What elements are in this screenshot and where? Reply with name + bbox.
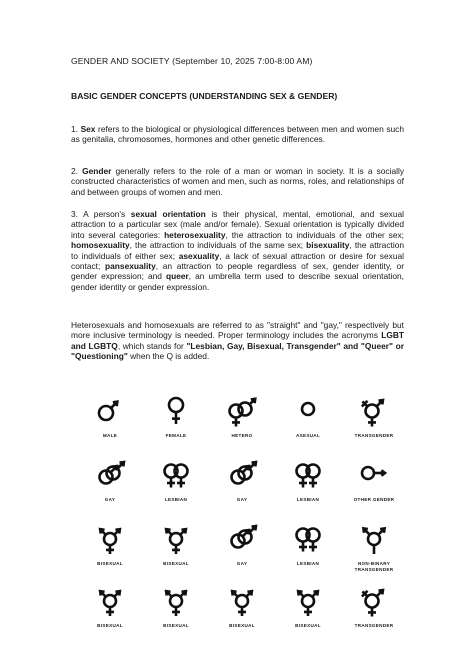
symbol-card	[208, 391, 276, 439]
text-run: , the attraction to individuals of either sex;	[71, 240, 405, 261]
symbol-label: GAY	[236, 497, 248, 502]
symbol-label: BISEXUAL	[163, 561, 189, 566]
symbol-card	[76, 581, 144, 629]
bisexual-symbol-icon	[142, 519, 210, 559]
symbol-label: TRANSGENDER	[354, 623, 394, 628]
symbol-card	[340, 391, 408, 439]
symbol-label: BISEXUAL	[97, 561, 123, 566]
text-run: is their physical, mental, emotional, and sexual attraction to a particular sex (male and/or female). Sexual orientation is typically divided into several categories:	[71, 209, 405, 240]
symbol-label: TRANSGENDER	[354, 433, 394, 438]
text-run: 3. A person's	[71, 209, 131, 219]
symbol-label: BISEXUAL	[229, 623, 255, 628]
transgender-symbol-icon	[340, 391, 408, 431]
symbol-card	[76, 519, 144, 567]
symbol-label: ASEXUAL	[295, 433, 321, 438]
term-asexuality: asexuality	[178, 250, 220, 261]
gender-symbol-grid	[76, 391, 410, 643]
symbol-card	[208, 455, 276, 503]
term-heterosexuality: heterosexuality	[164, 229, 226, 240]
symbol-card	[274, 455, 342, 503]
non-binary-transgender-symbol-icon	[340, 519, 408, 559]
text-run: , an umbrella term used to describe sexual orientation, gender identity or gender expression.	[71, 271, 404, 292]
bisexual-symbol-icon	[76, 519, 144, 559]
symbol-label: BISEXUAL	[295, 623, 321, 628]
symbol-label: GAY	[104, 497, 116, 502]
symbol-card	[208, 519, 276, 567]
text-run: , which stands for	[117, 340, 187, 351]
term-bisexuality: bisexuality	[306, 240, 350, 251]
term-homosexuality: homosexuality	[71, 240, 130, 251]
gay-symbol-icon	[208, 455, 276, 495]
symbol-label: LESBIAN	[296, 497, 320, 502]
text-run: 1.	[71, 124, 81, 134]
term-lgbtq-expansion: "Lesbian, Gay, Bisexual, Transgender" and "Queer" or "Questioning"	[71, 340, 404, 362]
bisexual-symbol-icon	[76, 581, 144, 621]
symbol-card	[274, 519, 342, 567]
symbol-card	[340, 455, 408, 503]
symbol-card	[142, 391, 210, 439]
gay-symbol-icon	[208, 519, 276, 559]
paragraph-sex	[71, 124, 404, 145]
symbol-card	[340, 581, 408, 629]
text-run: generally refers to the role of a man or woman in society. It is a socially constructed characteristics of women and men, such as norms, roles, and relationships of and between groups of women and men.	[71, 166, 405, 197]
female-symbol-icon	[142, 391, 210, 431]
symbol-label: OTHER GENDER	[353, 497, 395, 502]
hetero-symbol-icon	[208, 391, 276, 431]
symbol-card	[76, 455, 144, 503]
lesbian-symbol-icon	[274, 519, 342, 559]
term-pansexuality: pansexuality	[105, 261, 156, 272]
bisexual-symbol-icon	[274, 581, 342, 621]
term-queer: queer	[165, 271, 189, 282]
term-lgbt: LGBT and LGBTQ	[71, 330, 404, 351]
text-run: 2.	[71, 166, 83, 176]
text-run: refers to the biological or physiological differences between men and women such as genitalia, chromosomes, hormones and other genetic differences.	[71, 124, 405, 145]
symbol-card	[274, 581, 342, 629]
bisexual-symbol-icon	[208, 581, 276, 621]
male-symbol-icon	[76, 391, 144, 431]
symbol-label: GAY	[236, 561, 248, 566]
symbol-card	[76, 391, 144, 439]
symbol-label: FEMALE	[165, 433, 187, 438]
text-run: when the Q is added.	[127, 351, 210, 362]
symbol-card	[142, 519, 210, 567]
text-run: , the attraction to individuals of the same sex;	[129, 240, 307, 251]
symbol-label: NON-BINARY TRANSGENDER	[354, 561, 394, 572]
lesbian-symbol-icon	[274, 455, 342, 495]
symbol-label: LESBIAN	[296, 561, 320, 566]
other-gender-symbol-icon	[340, 455, 408, 495]
symbol-card	[274, 391, 342, 439]
term-gender: Gender	[82, 166, 112, 176]
symbol-card	[208, 581, 276, 629]
lesbian-symbol-icon	[142, 455, 210, 495]
symbol-card	[142, 581, 210, 629]
paragraph-sexual-orientation	[71, 209, 404, 292]
text-run: , the attraction to individuals of the other sex;	[225, 229, 404, 240]
document-header: GENDER AND SOCIETY (September 10, 2025 7:00-8:00 AM)	[71, 56, 313, 66]
text-run: Heterosexuals and homosexuals are referred to as "straight" and "gay," respectively but more inclusive terminology is needed. Proper terminology includes the acronyms	[71, 320, 404, 341]
symbol-card	[142, 455, 210, 503]
symbol-label: LESBIAN	[164, 497, 188, 502]
symbol-label: BISEXUAL	[163, 623, 189, 628]
term-sexual-orientation: sexual orientation	[130, 209, 206, 219]
symbol-label: HETERO	[231, 433, 253, 438]
transgender-symbol-icon	[340, 581, 408, 621]
asexual-symbol-icon	[274, 391, 342, 431]
bisexual-symbol-icon	[142, 581, 210, 621]
symbol-card	[340, 519, 408, 572]
gay-symbol-icon	[76, 455, 144, 495]
paragraph-terminology	[71, 320, 404, 362]
text-run: , an attraction to people regardless of sex, gender identity, or gender expression; and	[71, 261, 404, 282]
document-title: BASIC GENDER CONCEPTS (UNDERSTANDING SEX & GENDER)	[71, 91, 338, 101]
symbol-label: MALE	[102, 433, 118, 438]
text-run: , a lack of sexual attraction or desire for sexual contact;	[71, 250, 404, 272]
term-sex: Sex	[80, 124, 96, 134]
symbol-label: BISEXUAL	[97, 623, 123, 628]
paragraph-gender	[71, 166, 404, 197]
